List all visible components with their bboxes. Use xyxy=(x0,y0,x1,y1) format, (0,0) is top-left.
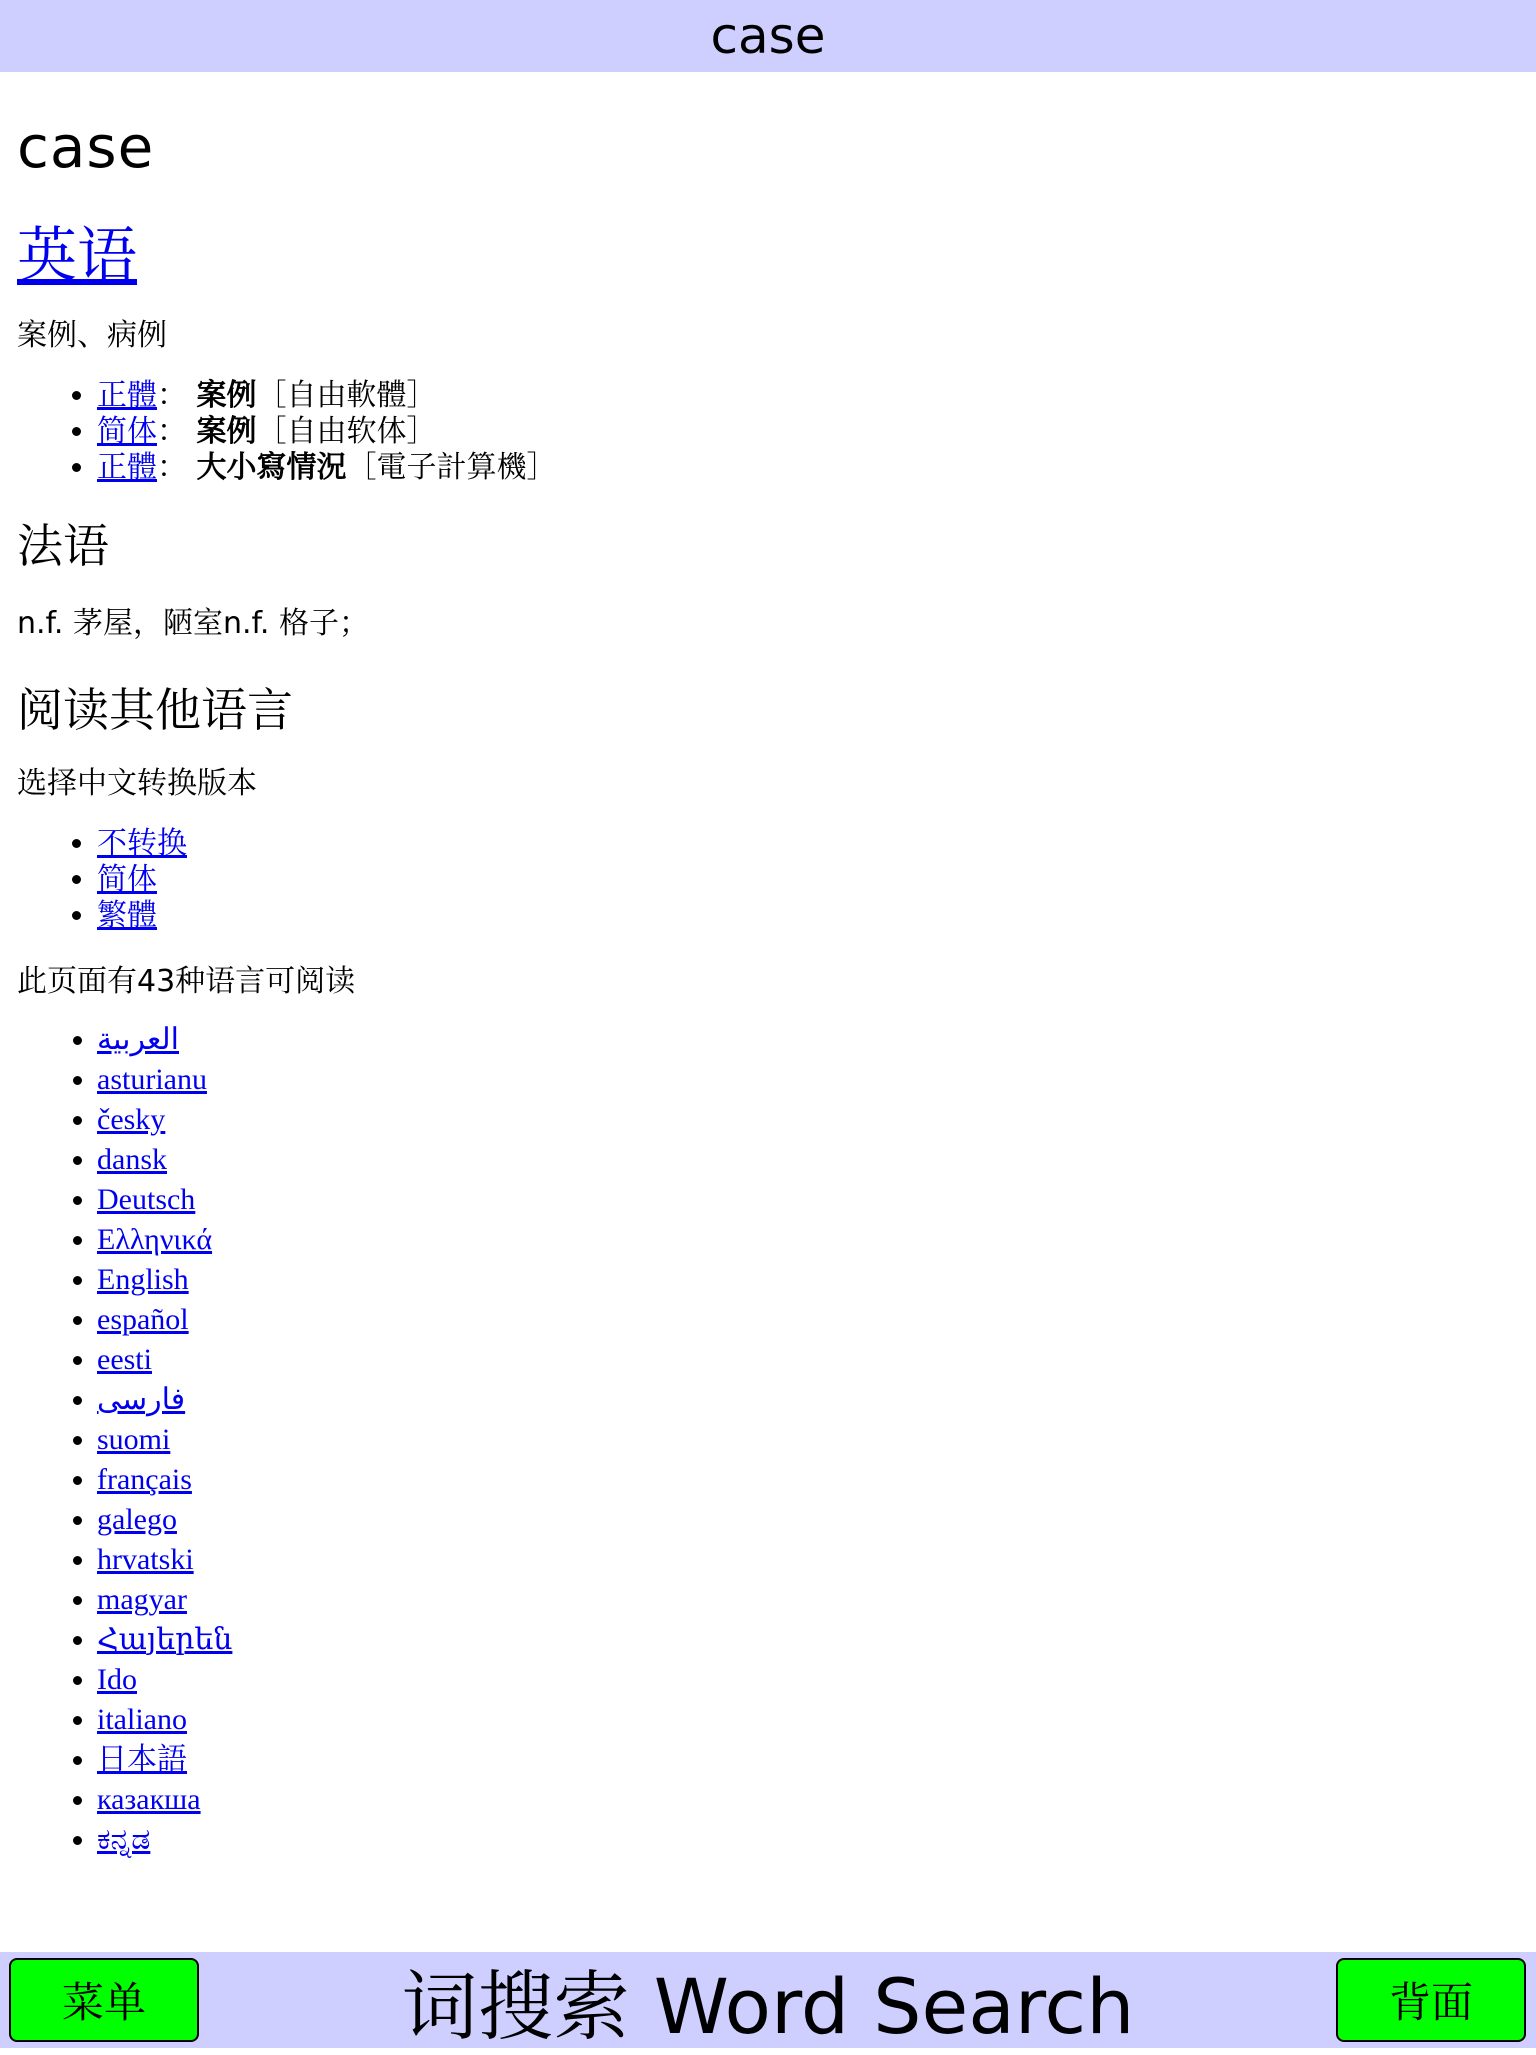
list-item xyxy=(97,1700,1517,1740)
term-note: ［自由软体］ xyxy=(256,414,437,449)
list-item xyxy=(97,1460,1517,1500)
language-link[interactable]: español xyxy=(97,1303,189,1336)
language-list xyxy=(17,1020,1517,1860)
list-item xyxy=(97,1620,1517,1660)
back-button[interactable]: 背面 xyxy=(1336,1958,1526,2042)
list-item xyxy=(97,1220,1517,1260)
list-item xyxy=(97,1180,1517,1220)
list-item xyxy=(97,826,1517,862)
page-title: case xyxy=(17,113,155,181)
term-note: ［電子計算機］ xyxy=(346,450,557,485)
language-link[interactable]: Ido xyxy=(97,1663,137,1696)
french-definition: n.f. 茅屋，陋室n.f. 格子； xyxy=(17,606,370,641)
list-item xyxy=(97,1420,1517,1460)
list-item xyxy=(97,1660,1517,1700)
conversion-option-traditional[interactable]: 繁體 xyxy=(97,898,157,933)
list-item: • 简体： 案例［自由软体］ xyxy=(97,414,1517,450)
list-item xyxy=(97,1500,1517,1540)
language-link[interactable]: فارسی xyxy=(97,1383,186,1416)
top-title-bar xyxy=(0,0,1536,72)
variant-link[interactable]: 正體 xyxy=(97,378,157,413)
choose-conversion-label: 选择中文转换版本 xyxy=(17,766,257,801)
conversion-option-none[interactable]: 不转换 xyxy=(97,826,187,861)
list-item xyxy=(97,1580,1517,1620)
app-brand: 词搜索 Word Search xyxy=(401,1961,1135,2051)
list-item xyxy=(97,1300,1517,1340)
term: 案例 xyxy=(196,378,257,413)
language-link[interactable]: asturianu xyxy=(97,1063,207,1096)
list-item xyxy=(97,1340,1517,1380)
language-count-label: 此页面有43种语言可阅读 xyxy=(17,964,356,999)
language-link[interactable]: hrvatski xyxy=(97,1543,194,1576)
language-link[interactable]: казакша xyxy=(97,1783,201,1816)
language-link[interactable]: Հայերեն xyxy=(97,1623,233,1656)
term-note: ［自由軟體］ xyxy=(256,378,437,413)
language-link[interactable]: magyar xyxy=(97,1583,187,1616)
language-link[interactable]: suomi xyxy=(97,1423,171,1456)
language-link[interactable]: Ελληνικά xyxy=(97,1223,213,1256)
other-languages-heading: 阅读其他语言 xyxy=(17,683,293,737)
list-item xyxy=(97,862,1517,898)
bottom-toolbar xyxy=(0,1952,1536,2051)
conversion-options-list xyxy=(17,826,1517,934)
french-heading: 法语 xyxy=(17,519,109,573)
language-link[interactable]: dansk xyxy=(97,1143,167,1176)
language-link[interactable]: العربية xyxy=(97,1023,179,1056)
main-content xyxy=(17,72,1517,1860)
list-item xyxy=(97,898,1517,934)
language-link[interactable]: ಕನ್ನಡ xyxy=(97,1823,151,1856)
list-item xyxy=(97,1140,1517,1180)
variant-link[interactable]: 正體 xyxy=(97,450,157,485)
variant-link[interactable]: 简体 xyxy=(97,414,157,449)
english-term-list xyxy=(17,378,1517,486)
language-link[interactable]: eesti xyxy=(97,1343,152,1376)
list-item xyxy=(97,1060,1517,1100)
english-heading-link[interactable]: 英语 xyxy=(17,221,137,291)
language-link[interactable]: galego xyxy=(97,1503,177,1536)
language-link[interactable]: 日本語 xyxy=(97,1743,187,1776)
language-link[interactable]: italiano xyxy=(97,1703,187,1736)
english-heading xyxy=(17,218,1517,294)
list-item xyxy=(97,1780,1517,1820)
list-item xyxy=(97,1740,1517,1780)
term: 大小寫情況 xyxy=(196,450,347,485)
conversion-option-simplified[interactable]: 简体 xyxy=(97,862,157,897)
list-item xyxy=(97,1820,1517,1860)
english-definition: 案例、病例 xyxy=(17,318,167,353)
menu-button[interactable]: 菜单 xyxy=(9,1958,199,2042)
term: 案例 xyxy=(196,414,257,449)
list-item xyxy=(97,1380,1517,1420)
list-item xyxy=(97,1540,1517,1580)
list-item: • 正體： 案例［自由軟體］ xyxy=(97,378,1517,414)
list-item xyxy=(97,1100,1517,1140)
top-title: case xyxy=(710,7,826,65)
language-link[interactable]: Deutsch xyxy=(97,1183,196,1216)
language-link[interactable]: English xyxy=(97,1263,189,1296)
language-link[interactable]: česky xyxy=(97,1103,166,1136)
list-item xyxy=(97,1020,1517,1060)
language-link[interactable]: français xyxy=(97,1463,192,1496)
list-item: • 正體： 大小寫情況［電子計算機］ xyxy=(97,450,1517,486)
list-item xyxy=(97,1260,1517,1300)
